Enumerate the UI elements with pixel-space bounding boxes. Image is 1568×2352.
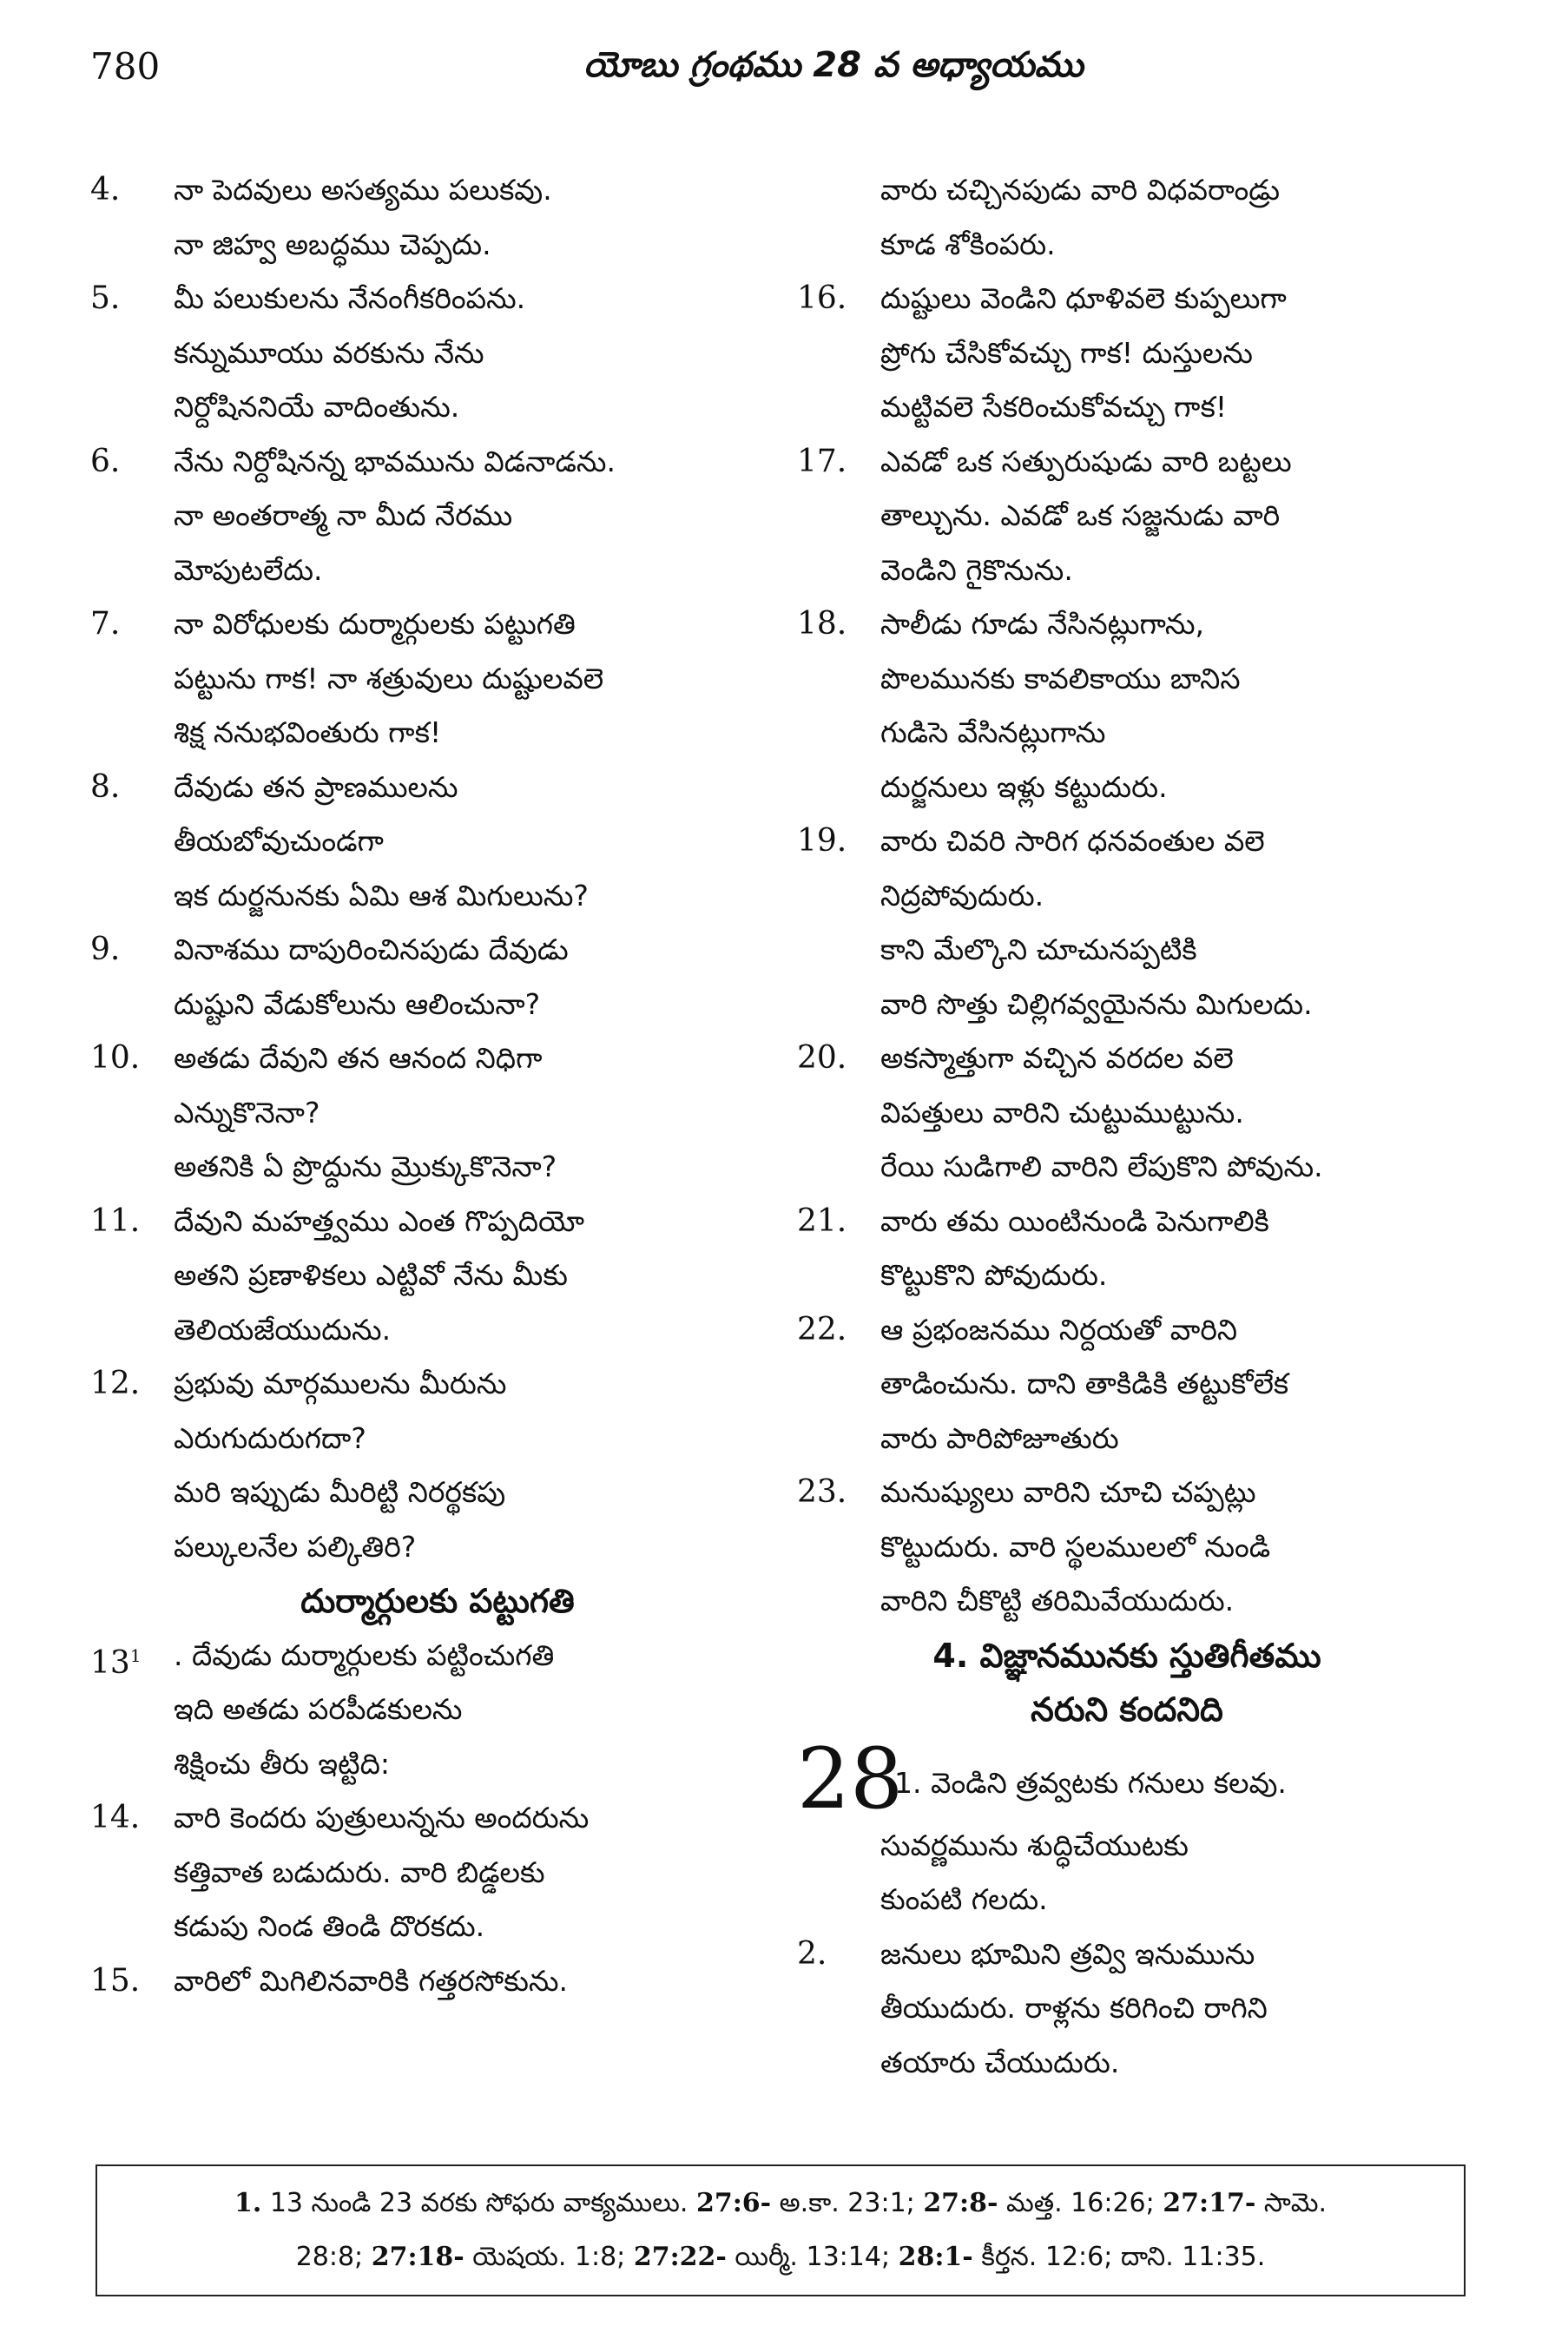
continuation-text: [797, 163, 1457, 272]
verse-line: వారిని చీకొట్టి తరిమివేయుదురు.: [880, 1584, 1235, 1617]
footnote-marker: 1: [129, 1644, 142, 1666]
verse-number: [90, 597, 174, 652]
verse-line: వారు పారిపోజూతురు: [880, 1420, 1119, 1455]
verse: [90, 435, 750, 598]
verse-line: జనులు భూమిని త్రవ్వి ఇనుమును: [880, 1936, 1255, 1971]
verse-line: కాని మేల్కొని చూచునప్పటికి: [880, 932, 1197, 966]
verse-lines: [174, 1031, 750, 1195]
verse-line: తీయుదురు. రాళ్లను కరిగించి రాగిని: [880, 1991, 1268, 2025]
verse-line: ఎవడో ఒక సత్పురుషుడు వారి బట్టలు: [880, 444, 1292, 478]
verse-line: అతని ప్రణాళికలు ఎట్టివో నేను మీకు: [174, 1258, 568, 1292]
verse-number-text: 5.: [90, 280, 121, 316]
verse: [90, 597, 750, 761]
footnote-reference: 27:18-: [371, 2242, 464, 2272]
verse-lines: [174, 1195, 750, 1358]
verse-line: తయారు చేయుదురు.: [880, 2045, 1120, 2079]
verse-line: మీ పలుకులను నేనంగీకరింపను.: [174, 281, 526, 315]
footnote-reference: 1.: [234, 2188, 262, 2218]
footnote-reference: 27:6-: [695, 2188, 772, 2218]
verse-line: కడుపు నిండ తిండి దొరకదు.: [174, 1909, 485, 1943]
verse-line: నా విరోధులకు దుర్మార్గులకు పట్టుగతి: [174, 607, 576, 641]
verse: [90, 923, 750, 1031]
verse-line: తాల్చును. ఎవడో ఒక సజ్జనుడు వారి: [880, 498, 1281, 532]
verse-number: [797, 1303, 880, 1358]
verse: [90, 163, 750, 272]
verse-line: దుష్టుని వేడుకోలును ఆలించునా?: [174, 986, 541, 1021]
verse: [797, 597, 1457, 814]
verse-line: రేయి సుడిగాలి వారిని లేపుకొని పోవును.: [880, 1150, 1323, 1183]
verse-line: వారి కెందరు పుత్రులున్నను అందరును: [174, 1801, 590, 1835]
footnote-reference: 27:22-: [633, 2242, 727, 2272]
verse-lines: [880, 272, 1457, 435]
verse-number-text: 4.: [90, 172, 121, 208]
verse-number-text: 9.: [90, 932, 121, 967]
verse-line: ప్రభువు మార్గములను మీరును: [174, 1367, 507, 1400]
verse-lines: [880, 597, 1457, 814]
verse-number-text: 7.: [90, 606, 121, 642]
verse-number: [90, 761, 174, 815]
verse-number-text: 16.: [797, 280, 847, 316]
verse-number: [90, 272, 174, 326]
verse-number-text: 13: [90, 1644, 130, 1681]
verse-number: [797, 272, 880, 326]
footnote-text: 28:8;: [295, 2242, 372, 2272]
footnote-line: [116, 2177, 1445, 2230]
verse-line: తెలియజేయుదును.: [174, 1312, 392, 1347]
footnote-box: [96, 2164, 1466, 2296]
verse-line: విపత్తులు వారిని చుట్టుముట్టును.: [880, 1095, 1244, 1130]
verse-number-text: 10.: [90, 1040, 141, 1076]
verse-number-text: 12.: [90, 1366, 141, 1401]
verse-lines: [880, 1303, 1457, 1466]
verse-line: పట్టును గాక! నా శత్రువులు దుష్టులవలె: [174, 661, 604, 695]
verse-line: ఎన్నుకొనెనా?: [174, 1095, 320, 1130]
verse-number: [90, 1357, 174, 1412]
footnote-text: 13 నుండి 23 వరకు సోఫరు వాక్యములు.: [261, 2188, 696, 2218]
verse-line: వారు చచ్చినపుడు వారి విధవరాండ్రు: [880, 173, 1281, 207]
verse-line: దేవుని మహత్త్వము ఎంత గొప్పదియో: [174, 1203, 585, 1238]
verse-line: తీయబోవుచుండగా: [174, 824, 384, 858]
verse-line: దేవుడు తన ప్రాణములను: [174, 769, 458, 804]
footnote-reference: 27:17-: [1163, 2188, 1256, 2218]
section-heading: 4. విజ్ఞానమునకు స్తుతిగీతము: [932, 1636, 1321, 1675]
verse-line: తాడించును. దాని తాకిడికి తట్టుకోలేక: [880, 1367, 1289, 1400]
verse-lines: [880, 1466, 1457, 1629]
verse-line: 1. వెండిని త్రవ్వటకు గనులు కలవు.: [894, 1765, 1287, 1800]
verse-line: వారు తమ యింటినుండి పెనుగాలికి: [880, 1203, 1269, 1238]
verse-line: ఎరుగుదురుగదా?: [174, 1420, 366, 1455]
footnote-line: [116, 2230, 1445, 2284]
verse-line: శిక్షించు తీరు ఇట్టిది:: [174, 1746, 391, 1781]
verse-line: అతడు దేవుని తన ఆనంద నిధిగా: [174, 1041, 543, 1075]
verse: [90, 1031, 750, 1195]
chapter-start: [797, 1729, 1457, 1828]
chapter-number: 28: [797, 1729, 904, 1828]
verse-number-text: 14.: [90, 1800, 141, 1835]
verse-line: కొట్టుదురు. వారి స్థలములలో నుండి: [880, 1529, 1271, 1564]
verse-number: [90, 1791, 174, 1846]
verse-lines: [880, 1195, 1457, 1303]
verse: [797, 1927, 1457, 2091]
verse-line: వారి సొత్తు చిల్లిగవ్వయైనను మిగులదు.: [880, 986, 1313, 1021]
verse-number: [90, 435, 174, 490]
verse-number-text: 6.: [90, 443, 121, 479]
verse-line: దుర్జనులు ఇళ్లు కట్టుదురు.: [880, 769, 1168, 804]
verse: [90, 1195, 750, 1358]
verse-number: [797, 435, 880, 490]
verse-line: నిర్దోషిననియే వాదింతును.: [174, 390, 460, 424]
verse: [90, 1954, 750, 2009]
verse-lines: [174, 597, 750, 761]
verse: [90, 1629, 750, 1792]
verse-line: ఇక దుర్జనునకు ఏమి ఆశ మిగులును?: [174, 878, 589, 912]
footnote-text: మత్త. 16:26;: [998, 2188, 1163, 2218]
verse-number: [90, 1195, 174, 1249]
verse-lines: [174, 1954, 750, 2009]
verse: [797, 272, 1457, 435]
verse: [90, 761, 750, 924]
section-heading: దుర్మార్గులకు పట్టుగతి: [300, 1582, 575, 1620]
verse-line: పొలమునకు కావలికాయు బానిస: [880, 661, 1241, 695]
verse-line: . దేవుడు దుర్మార్గులకు పట్టించుగతి: [174, 1637, 555, 1672]
verse: [797, 1466, 1457, 1629]
page-number: 780: [90, 45, 161, 88]
verse-number-text: 19.: [797, 823, 847, 859]
verse-lines: [880, 814, 1457, 1031]
verse-line: వారిలో మిగిలినవారికి గత్తరసోకును.: [174, 1963, 569, 1998]
verse-line: సాలీడు గూడు నేసినట్లుగాను,: [880, 607, 1204, 641]
verse-number-text: 22.: [797, 1311, 847, 1347]
verse-number: [797, 1031, 880, 1086]
verse-number: [797, 1195, 880, 1249]
verse-line: ఆ ప్రభంజనము నిర్దయతో వారిని: [880, 1312, 1238, 1347]
verse-lines: [880, 1927, 1457, 2091]
footnote-text: అ.కా. 23:1;: [771, 2188, 924, 2218]
verse-line: సువర్ణమును శుద్ధిచేయుటకు: [880, 1828, 1189, 1862]
verse-line: అకస్మాత్తుగా వచ్చిన వరదల వలె: [880, 1041, 1234, 1075]
verse-line: కన్నుమూయు వరకును నేను: [174, 335, 484, 370]
verse-number-text: 21.: [797, 1202, 847, 1239]
verse-lines: [880, 1031, 1457, 1195]
verse-number: [797, 1466, 880, 1520]
chapter-first-verse: [894, 1737, 1287, 1811]
verse-line: కుంపటి గలదు.: [880, 1882, 1048, 1916]
verse-line: నా పెదవులు అసత్యము పలుకవు.: [174, 173, 552, 207]
verse-number: [90, 1031, 174, 1086]
verse: [797, 435, 1457, 598]
right-column: [797, 163, 1457, 2090]
footnote-text: సామె.: [1255, 2188, 1328, 2218]
verse-number: [797, 597, 880, 652]
verse-line: గుడిసె వేసినట్లుగాను: [880, 715, 1106, 749]
verse-line: మోపుటలేదు.: [174, 552, 323, 587]
verse-line: కత్తివాత బడుదురు. వారి బిడ్డలకు: [174, 1855, 545, 1889]
verse: [797, 1303, 1457, 1466]
verse-number-text: 17.: [797, 443, 847, 479]
verse-line: కొట్టుకొని పోవుదురు.: [880, 1258, 1108, 1292]
verse-line: ప్రోగు చేసికోవచ్చు గాక! దుస్తులను: [880, 335, 1253, 370]
verse-number: [797, 814, 880, 869]
section-subheading: నరుని కందనిది: [1031, 1690, 1223, 1729]
verse-number: [90, 923, 174, 978]
verse-lines: [174, 272, 750, 435]
verse-line: వెండిని గైకొనును.: [880, 552, 1073, 587]
verse-number: [90, 1629, 174, 1691]
verse-line: వారు చివరి సారిగ ధనవంతుల వలె: [880, 824, 1265, 858]
verse-line: నేను నిర్దోషినన్న భావమును విడనాడను.: [174, 444, 616, 478]
verse-number-text: 15.: [90, 1962, 141, 1999]
chapter-verse-continuation: [797, 1819, 1457, 1927]
verse: [90, 1791, 750, 1954]
verse-number-text: 11.: [90, 1202, 141, 1239]
verse-number: [90, 1954, 174, 2009]
verse: [90, 1357, 750, 1574]
verse-number: [90, 163, 174, 218]
footnote-text: కీర్తన. 12:6; దాని. 11:35.: [972, 2242, 1266, 2272]
footnote-text: యెషయ. 1:8;: [464, 2242, 634, 2272]
verse-lines: [174, 163, 750, 272]
footnote-text: యిర్మీ. 13:14;: [726, 2242, 899, 2272]
verse-number-text: 8.: [90, 768, 121, 805]
verse-line: మరి ఇప్పుడు మీరిట్టి నిరర్థకపు: [174, 1475, 506, 1509]
verse-lines: [174, 1629, 750, 1792]
verse-line: మనుష్యులు వారిని చూచి చప్పట్లు: [880, 1475, 1256, 1509]
verse: [797, 814, 1457, 1031]
verse-lines: [174, 435, 750, 598]
verse-line: నా అంతరాత్మ నా మీద నేరము: [174, 498, 513, 532]
verse: [797, 1031, 1457, 1195]
verse: [90, 272, 750, 435]
page-header: [0, 45, 1568, 115]
verse-number-text: 23.: [797, 1474, 847, 1510]
verse-line: మట్టివలె సేకరించుకోవచ్చు గాక!: [880, 390, 1228, 424]
verse-line: కూడ శోకింపరు.: [880, 227, 1056, 261]
verse-line: ఇది అతడు పరపీడకులను: [174, 1692, 463, 1726]
verse-lines: [174, 761, 750, 924]
verse-number-text: 18.: [797, 606, 847, 642]
verse-line: వినాశము దాపురించినపుడు దేవుడు: [174, 932, 569, 966]
verse-line: దుష్టులు వెండిని ధూళివలె కుప్పలుగా: [880, 281, 1287, 315]
verse-number-text: 20.: [797, 1040, 847, 1076]
verse-line: శిక్ష ననుభవింతురు గాక!: [174, 715, 442, 749]
verse-number: [797, 1927, 880, 1982]
verse-lines: [174, 1791, 750, 1954]
verse-line: నిద్రపోవుదురు.: [880, 878, 1044, 912]
verse-lines: [174, 1357, 750, 1574]
verse: [797, 1195, 1457, 1303]
running-title: యోబు గ్రంథము 28 వ అధ్యాయము: [583, 45, 1084, 85]
footnote-reference: 27:8-: [923, 2188, 998, 2218]
verse-lines: [174, 923, 750, 1031]
left-column: [90, 163, 750, 2008]
verse-line: అతనికి ఏ ప్రొద్దును మ్రొక్కుకొనెనా?: [174, 1150, 557, 1183]
verse-line: నా జిహ్వ అబద్ధము చెప్పదు.: [174, 227, 491, 261]
verse-lines: [880, 435, 1457, 598]
footnote-reference: 28:1-: [898, 2242, 973, 2272]
verse-number-text: 2.: [797, 1935, 827, 1972]
verse-line: పల్కులనేల పల్కితిరి?: [174, 1529, 417, 1564]
